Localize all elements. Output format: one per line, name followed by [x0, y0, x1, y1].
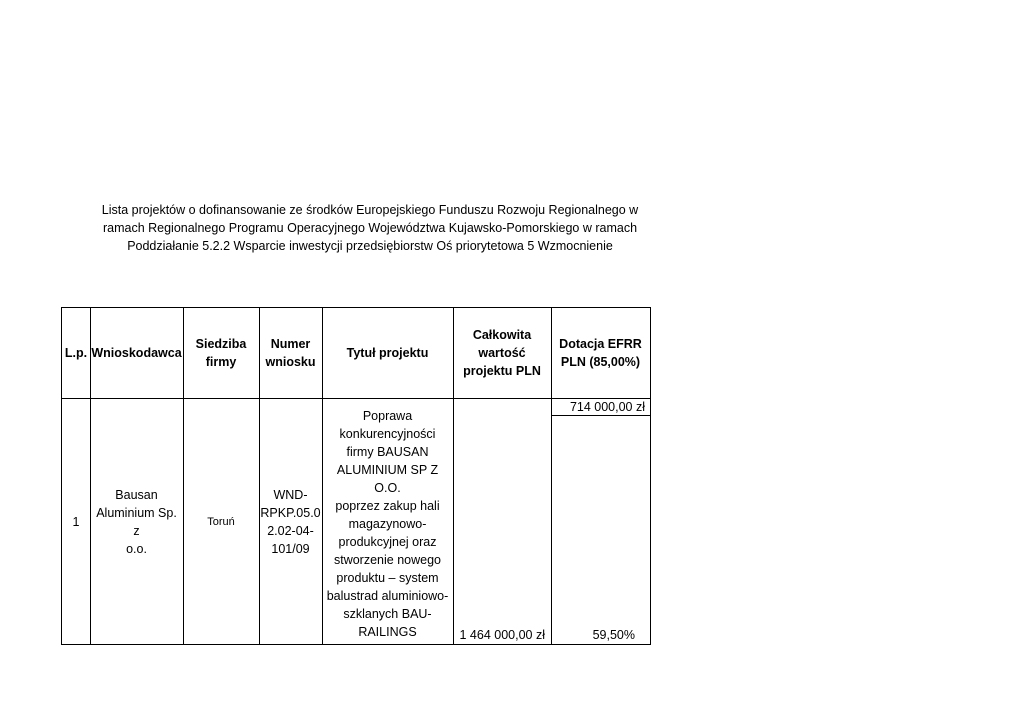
wnioskodawca-line: o.o.: [126, 541, 147, 556]
title-line-3: Poddziałanie 5.2.2 Wsparcie inwestycji przedsiębiorstw Oś priorytetowa 5 Wzmocnienie: [127, 239, 613, 253]
header-numer: [259, 308, 322, 398]
numer-line: 2.02-04-: [267, 523, 314, 538]
header-tytul: Tytuł projektu: [346, 346, 429, 360]
tytul-line: produktu – system: [336, 570, 439, 585]
header-dotacja-line: PLN (85,00%): [560, 355, 641, 369]
tytul-line: szklanych BAU-: [343, 606, 432, 621]
header-lp: L.p.: [64, 346, 88, 360]
tytul-line: poprzez zakup hali: [335, 498, 440, 513]
header-calkowita-line: projektu PLN: [463, 364, 541, 378]
header-siedziba-line: Siedziba: [195, 337, 247, 351]
tytul-line: magazynowo-: [348, 516, 427, 531]
projects-table: [61, 307, 651, 645]
tytul-line: konkurencyjności: [339, 426, 436, 441]
header-numer-line: Numer: [270, 337, 311, 351]
row-wnioskodawca: [90, 399, 183, 644]
header-siedziba-line: firmy: [205, 355, 237, 369]
title-line-1: Lista projektów o dofinansowanie ze środków Europejskiego Funduszu Rozwoju Regionalnego w: [101, 203, 639, 217]
tytul-line: RAILINGS: [358, 624, 417, 639]
numer-line: RPKP.05.0: [260, 505, 321, 520]
row-siedziba: Toruń: [207, 515, 235, 528]
numer-line: 101/09: [271, 541, 310, 556]
row-tytul: [322, 399, 453, 644]
header-siedziba: [183, 308, 259, 398]
row-dotacja-procent: 59,50%: [592, 628, 635, 642]
header-wnioskodawca: Wnioskodawca: [91, 346, 182, 360]
row-calkowita: 1 464 000,00 zł: [459, 628, 545, 642]
tytul-line: stworzenie nowego: [333, 552, 441, 567]
row-lp: 1: [72, 514, 80, 529]
row-dotacja-kwota: 714 000,00 zł: [569, 400, 645, 414]
header-dotacja-line: Dotacja EFRR: [559, 337, 642, 351]
wnioskodawca-line: Bausan: [115, 487, 158, 502]
header-calkowita: [453, 308, 551, 398]
tytul-line: produkcyjnej oraz: [338, 534, 437, 549]
tytul-line: firmy BAUSAN: [346, 444, 429, 459]
document-title: [90, 201, 650, 255]
tytul-line: Poprawa: [362, 408, 413, 423]
tytul-line: balustrad aluminiowo-: [326, 588, 449, 603]
numer-line: WND-: [273, 487, 308, 502]
header-calkowita-line: wartość: [478, 346, 526, 360]
tytul-line: ALUMINIUM SP Z O.O.: [336, 462, 439, 495]
header-dotacja: [551, 308, 650, 398]
wnioskodawca-line: Aluminium Sp. z: [96, 505, 177, 538]
row-numer: [259, 399, 322, 644]
header-calkowita-line: Całkowita: [472, 328, 532, 342]
header-numer-line: wniosku: [265, 355, 316, 369]
title-line-2: ramach Regionalnego Programu Operacyjnego Województwa Kujawsko-Pomorskiego w ramach: [102, 221, 638, 235]
